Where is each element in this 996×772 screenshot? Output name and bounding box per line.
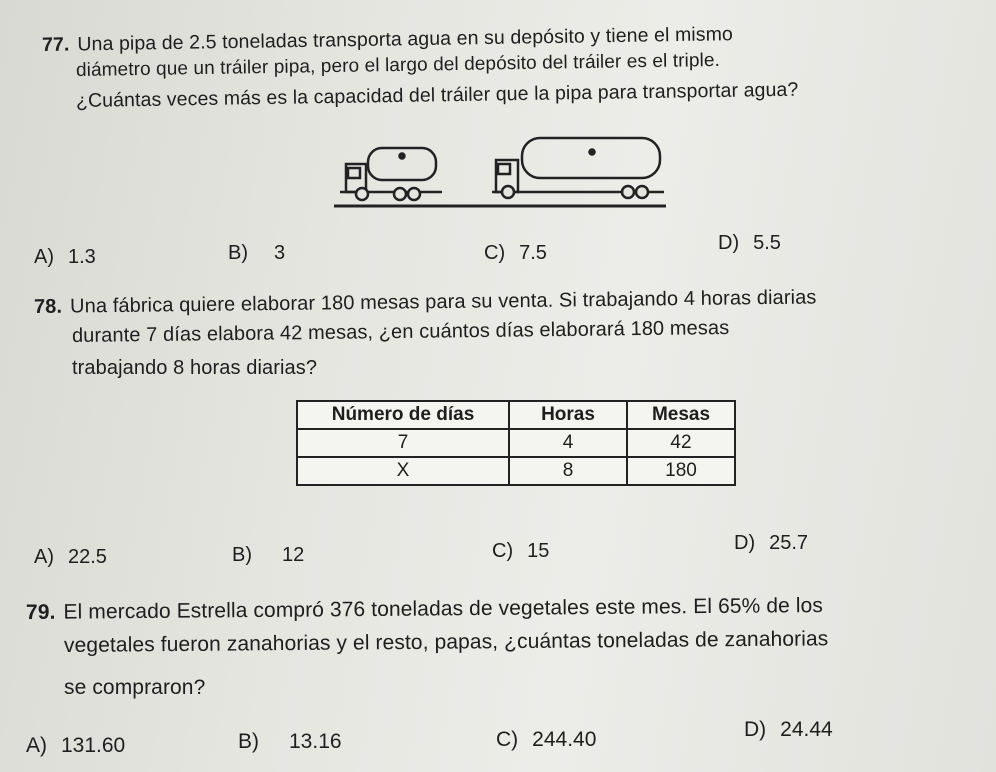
q79-option-c-label: C) [496,728,519,751]
table-header-row [297,401,735,429]
q77-option-a-value: 1.3 [68,246,96,268]
q78-option-d-value: 25.7 [769,532,809,554]
table-cell: 4 [509,429,627,457]
q77-option-b-label: B) [228,242,248,264]
q77-option-b[interactable] [228,242,285,265]
q78-number: 78. [33,295,63,318]
q78-option-b[interactable] [232,544,304,567]
q79-option-d[interactable] [744,718,833,742]
q77-option-c-label: C) [484,242,506,264]
q78-option-d-label: D) [734,532,756,554]
table-cell: 8 [509,457,627,485]
small-water-truck-icon [340,148,442,200]
q78-text-line2: durante 7 días elabora 42 mesas, ¿en cuántos días elaborará 180 mesas [71,316,730,347]
q79-option-c-value: 244.40 [532,728,597,751]
q78-option-a-value: 22.5 [68,546,107,568]
table-row [297,457,735,485]
q79-option-d-value: 24.44 [780,718,833,741]
truck-illustration [330,130,670,214]
q78-option-b-value: 12 [282,544,305,566]
q79-option-d-label: D) [744,718,767,741]
q79-option-a-value: 131.60 [61,734,126,757]
q78-option-a-label: A) [34,546,54,568]
q77-option-d-label: D) [718,232,740,254]
table-row [297,429,735,457]
q77-option-c-value: 7.5 [519,242,547,264]
table-cell: 7 [297,429,509,457]
q77-option-b-value: 3 [274,242,286,264]
q79-text-line1 [26,594,823,625]
q77-option-d-value: 5.5 [753,232,781,254]
q79-number: 79. [25,600,56,624]
q78-line1-text: Una fábrica quiere elaborar 180 mesas para su venta. Si trabajando 4 horas diarias [69,286,817,318]
q77-option-a[interactable] [34,246,96,269]
table-header-dias: Número de días [297,401,509,429]
q77-number: 77. [41,33,70,56]
q79-option-a[interactable] [26,734,125,758]
q77-option-d[interactable] [718,232,781,255]
q78-text-line1 [34,286,817,319]
q77-text-line2: diámetro que un tráiler pipa, pero el largo del depósito del tráiler es el triple. [75,49,721,81]
q78-data-table [296,400,736,486]
q79-option-b[interactable] [238,730,342,754]
q78-option-c[interactable] [492,540,549,563]
table-cell: 42 [627,429,735,457]
q77-line1-text: Una pipa de 2.5 toneladas transporta agua en su depósito y tiene el mismo [77,23,734,56]
q79-text-line2: vegetales fueron zanahorias y el resto, papas, ¿cuántas toneladas de zanahorias [63,627,829,657]
q79-text-line3: se compraron? [64,676,206,699]
q78-option-c-label: C) [492,540,514,562]
table-cell: X [297,457,509,485]
table-header-mesas: Mesas [627,401,735,429]
table-cell: 180 [627,457,735,485]
q78-text-line3: trabajando 8 horas diarias? [72,357,318,379]
q79-line1-text: El mercado Estrella compró 376 toneladas de vegetales este mes. El 65% de los [63,594,824,624]
q79-option-c[interactable] [496,728,596,752]
q77-option-a-label: A) [34,246,54,268]
q78-option-a[interactable] [34,546,107,569]
q78-option-d[interactable] [734,532,808,555]
q78-option-c-value: 15 [527,540,550,562]
q79-option-b-label: B) [238,730,259,753]
q77-text-line3: ¿Cuántas veces más es la capacidad del tráiler que la pipa para transportar agua? [75,78,799,112]
q78-option-b-label: B) [232,544,252,566]
trailer-water-truck-icon [492,138,664,198]
table-header-horas: Horas [509,401,627,429]
q77-option-c[interactable] [484,242,547,265]
q79-option-b-value: 13.16 [289,730,342,753]
q79-option-a-label: A) [26,734,47,757]
